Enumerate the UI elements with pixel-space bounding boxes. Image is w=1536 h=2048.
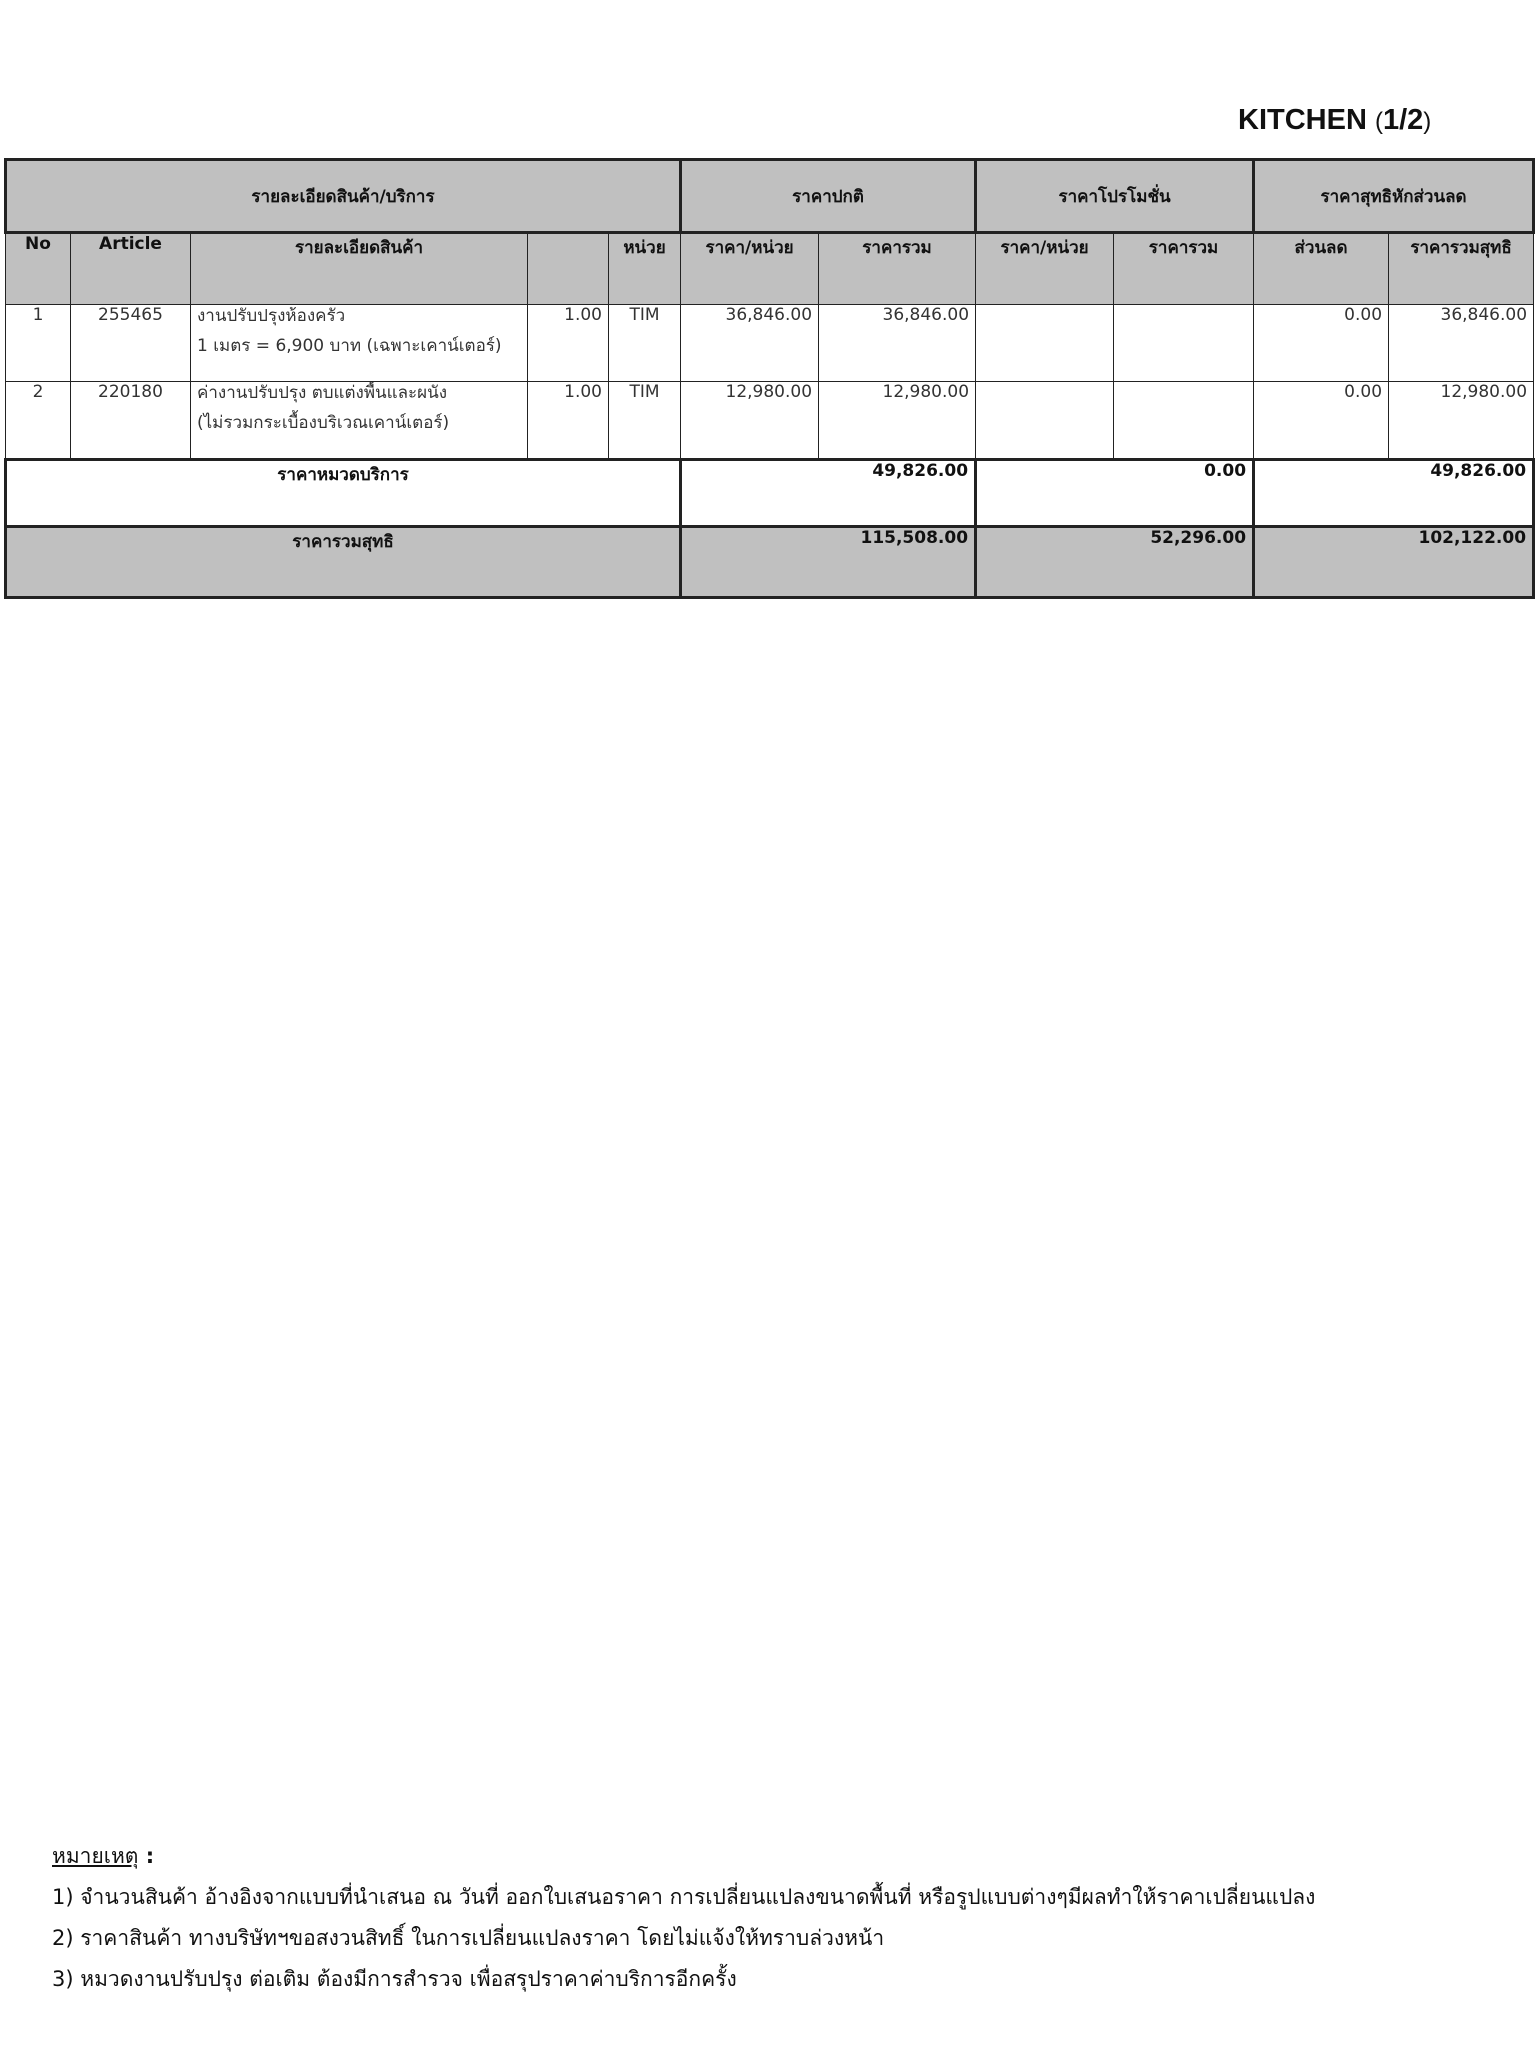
col-description-header: รายละเอียดสินค้า xyxy=(191,233,528,305)
item-discount: 0.00 xyxy=(1254,382,1389,460)
notes-colon: : xyxy=(138,1844,155,1868)
item-qty: 1.00 xyxy=(528,382,609,460)
title-page: 1/2 xyxy=(1382,104,1424,136)
total-promo: 52,296.00 xyxy=(976,527,1254,598)
notes-section xyxy=(52,1836,1315,2000)
item-description-line1: งานปรับปรุงห้องครัว xyxy=(197,306,346,326)
col-promo-total-header: ราคารวม xyxy=(1114,233,1254,305)
notes-heading xyxy=(52,1836,1315,1877)
column-header-row xyxy=(6,233,1534,305)
item-promo-unit-price xyxy=(976,382,1114,460)
group-net-header: ราคาสุทธิหักส่วนลด xyxy=(1254,160,1534,233)
subtotal-row xyxy=(6,460,1534,527)
item-description-line1: ค่างานปรับปรุง ตบแต่งพื้นและผนัง xyxy=(197,383,448,403)
item-description-line2: 1 เมตร = 6,900 บาท (เฉพาะเคาน์เตอร์) xyxy=(197,336,502,356)
item-net-total: 12,980.00 xyxy=(1389,382,1534,460)
col-normal-total-header: ราคารวม xyxy=(819,233,976,305)
item-normal-total: 12,980.00 xyxy=(819,382,976,460)
subtotal-normal: 49,826.00 xyxy=(681,460,976,527)
title-text: KITCHEN xyxy=(1238,104,1367,136)
col-qty-header xyxy=(528,233,609,305)
item-normal-unit-price: 12,980.00 xyxy=(681,382,819,460)
title-paren-open: ( xyxy=(1374,108,1383,135)
quotation-table xyxy=(4,158,1535,599)
item-article: 255465 xyxy=(71,305,191,382)
grand-total-row xyxy=(6,527,1534,598)
col-unit-header: หน่วย xyxy=(609,233,681,305)
item-discount: 0.00 xyxy=(1254,305,1389,382)
total-normal: 115,508.00 xyxy=(681,527,976,598)
item-no: 2 xyxy=(6,382,71,460)
col-normal-unit-price-header: ราคา/หน่วย xyxy=(681,233,819,305)
total-net: 102,122.00 xyxy=(1254,527,1534,598)
group-promo-header: ราคาโปรโมชั่น xyxy=(976,160,1254,233)
item-promo-unit-price xyxy=(976,305,1114,382)
item-unit: TIM xyxy=(609,305,681,382)
table-row xyxy=(6,305,1534,382)
item-promo-total xyxy=(1114,305,1254,382)
col-promo-unit-price-header: ราคา/หน่วย xyxy=(976,233,1114,305)
note-line: 2) ราคาสินค้า ทางบริษัทฯขอสงวนสิทธิ์ ในการเปลี่ยนแปลงราคา โดยไม่แจ้งให้ทราบล่วงหน้า xyxy=(52,1926,885,1950)
table-row xyxy=(6,382,1534,460)
subtotal-label: ราคาหมวดบริการ xyxy=(6,460,681,527)
item-promo-total xyxy=(1114,382,1254,460)
item-qty: 1.00 xyxy=(528,305,609,382)
col-no-header: No xyxy=(6,233,71,305)
group-detail-header: รายละเอียดสินค้า/บริการ xyxy=(6,160,681,233)
notes-title: หมายเหตุ xyxy=(52,1844,139,1868)
item-description xyxy=(191,382,528,460)
note-line: 3) หมวดงานปรับปรุง ต่อเติม ต้องมีการสำรวจ เพื่อสรุปราคาค่าบริการอีกครั้ง xyxy=(52,1967,737,1991)
col-net-total-header: ราคารวมสุทธิ xyxy=(1389,233,1534,305)
total-label: ราคารวมสุทธิ xyxy=(6,527,681,598)
item-article: 220180 xyxy=(71,382,191,460)
item-unit: TIM xyxy=(609,382,681,460)
item-normal-total: 36,846.00 xyxy=(819,305,976,382)
note-line: 1) จำนวนสินค้า อ้างอิงจากแบบที่นำเสนอ ณ วันที่ ออกใบเสนอราคา การเปลี่ยนแปลงขนาดพื้นที่ หรือรูปแบบต่างๆมีผลทำให้ราคาเปลี่ยนแปลง xyxy=(52,1885,1316,1909)
subtotal-promo: 0.00 xyxy=(976,460,1254,527)
item-no: 1 xyxy=(6,305,71,382)
col-article-header: Article xyxy=(71,233,191,305)
col-discount-header: ส่วนลด xyxy=(1254,233,1389,305)
title-paren-close: ) xyxy=(1423,108,1432,135)
page-title xyxy=(1238,104,1498,137)
subtotal-net: 49,826.00 xyxy=(1254,460,1534,527)
item-net-total: 36,846.00 xyxy=(1389,305,1534,382)
item-description-line2: (ไม่รวมกระเบื้องบริเวณเคาน์เตอร์) xyxy=(197,413,450,433)
group-normal-header: ราคาปกติ xyxy=(681,160,976,233)
group-header-row xyxy=(6,160,1534,233)
item-normal-unit-price: 36,846.00 xyxy=(681,305,819,382)
item-description xyxy=(191,305,528,382)
